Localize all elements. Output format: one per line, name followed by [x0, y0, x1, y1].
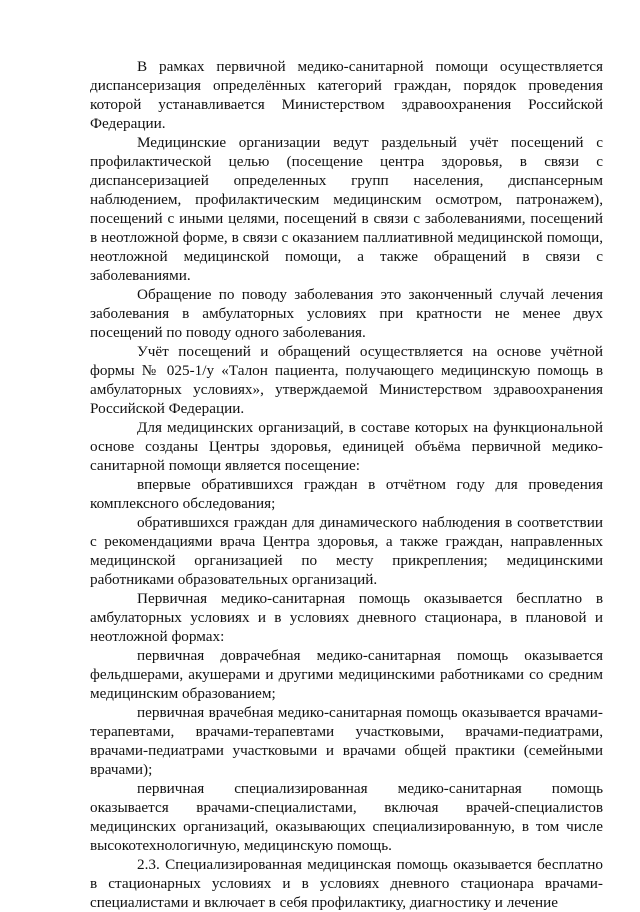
document-page — [90, 57, 603, 912]
paragraph-pre-doctor-care: первичная доврачебная медико-санитарная помощь оказывается фельдшерами, акушерами и другими медицинскими работниками со средним медицинским образованием; — [90, 647, 603, 702]
paragraph-first-visit: впервые обратившихся граждан в отчётном году для проведения комплексного обследования; — [90, 476, 603, 512]
paragraph-dispensary-intro: В рамках первичной медико-санитарной помощи осуществляется диспансеризация определённых категорий граждан, порядок проведения которой устанавливается Министерством здравоохранения Российской Федерации. — [90, 58, 603, 132]
paragraph-dynamic-observation: обратившихся граждан для динамического наблюдения в соответствии с рекомендациями врача Центра здоровья, а также граждан, направленных медицинской организацией по месту прикрепления; медицинскими работниками образовательных организаций. — [90, 514, 603, 588]
paragraph-form-025: Учёт посещений и обращений осуществляется на основе учётной формы № 025-1/у «Талон пациента, получающего медицинскую помощь в амбулаторных условиях», утверждаемой Министерством здравоохранения Российской Федерации. — [90, 343, 603, 417]
paragraph-disease-appeal: Обращение по поводу заболевания это законченный случай лечения заболевания в амбулаторных условиях при кратности не менее двух посещений по поводу одного заболевания. — [90, 286, 603, 341]
paragraph-doctor-care: первичная врачебная медико-санитарная помощь оказывается врачами-терапевтами, врачами-терапевтами участковыми, врачами-педиатрами, врачами-педиатрами участковыми и врачами общей практики (семейными врачами); — [90, 704, 603, 778]
paragraph-primary-care-free: Первичная медико-санитарная помощь оказывается бесплатно в амбулаторных условиях и в условиях дневного стационара, в плановой и неотложной формах: — [90, 590, 603, 645]
paragraph-section-2-3: 2.3. Специализированная медицинская помощь оказывается бесплатно в стационарных условиях и в условиях дневного стационара врачами-специалистами и включает в себя профилактику, диагностику и лечение — [90, 856, 603, 911]
paragraph-specialized-primary-care: первичная специализированная медико-санитарная помощь оказывается врачами-специалистами, включая врачей-специалистов медицинских организаций, оказывающих специализированную, в том числе высокотехнологичную, медицинскую помощь. — [90, 780, 603, 854]
paragraph-health-centers: Для медицинских организаций, в составе которых на функциональной основе созданы Центры здоровья, единицей объёма первичной медико-санитарной помощи является посещение: — [90, 419, 603, 474]
paragraph-visit-accounting: Медицинские организации ведут раздельный учёт посещений с профилактической целью (посещение центра здоровья, в связи с диспансеризацией определенных групп населения, диспансерным наблюдением, профилактическим медицинским осмотром, патронажем), посещений с иными целями, посещений в связи с заболеваниями, посещений в неотложной форме, в связи с оказанием паллиативной медицинской помощи, неотложной медицинской помощи, а также обращений в связи с заболеваниями. — [90, 134, 603, 284]
